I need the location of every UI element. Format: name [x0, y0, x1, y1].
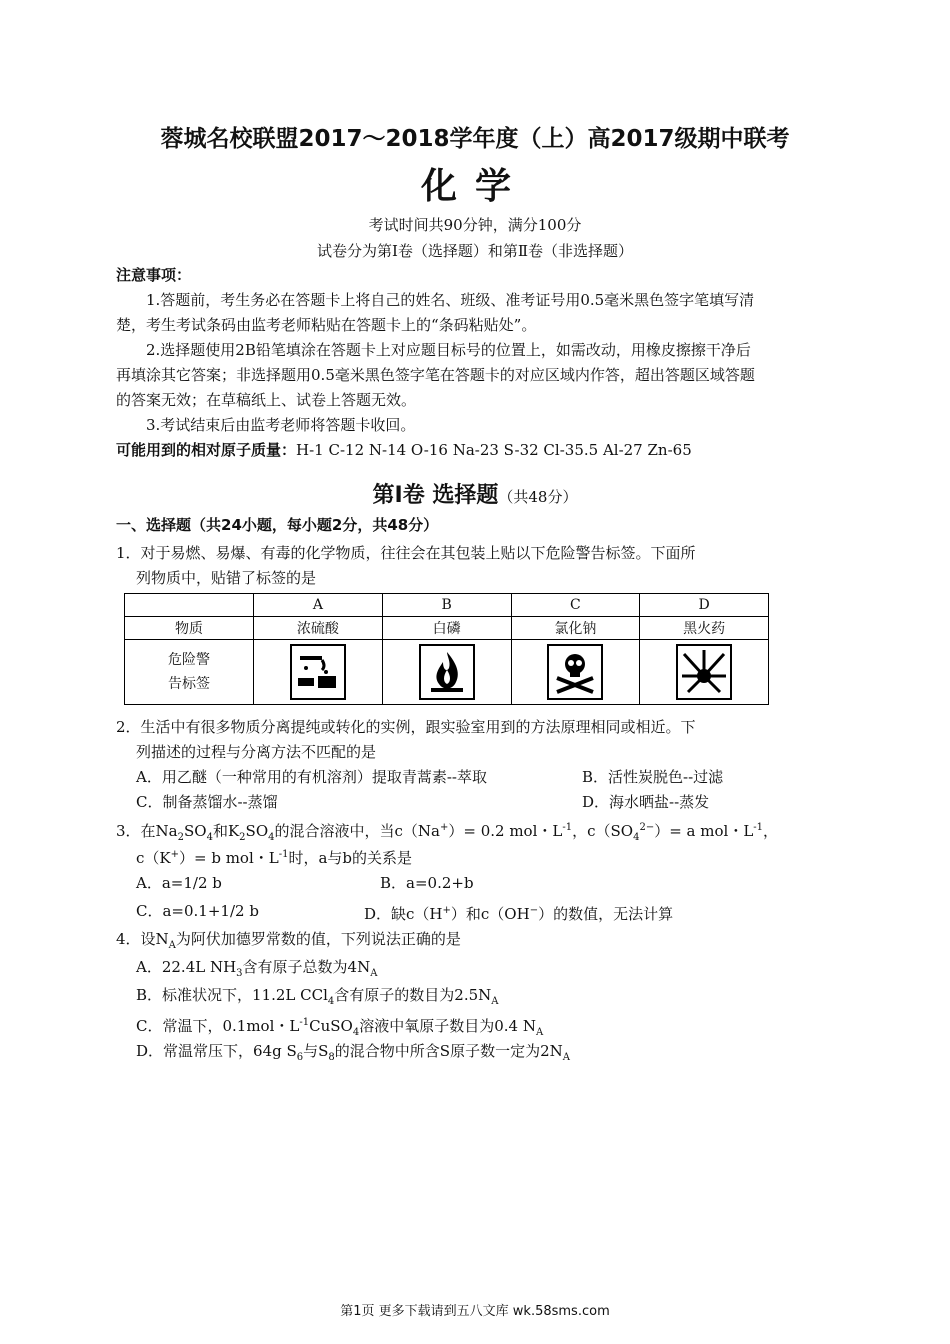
q3-option-d: D．缺c（H+）和c（OH−）的数值，无法计算: [364, 905, 674, 923]
q4-option-a: A．22.4L $NH_3$含有原子总数为$4N_A$: [136, 958, 378, 979]
section-score: （共48分）: [498, 488, 578, 506]
row-label-substance: 物质: [125, 617, 254, 640]
q1-stem-a: 1．对于易燃、易爆、有毒的化学物质，往往会在其包装上贴以下危险警告标签。下面所: [116, 544, 696, 562]
col-d: D: [640, 594, 769, 617]
substance-d: 黑火药: [640, 617, 769, 640]
flammable-icon: [419, 644, 475, 700]
notes-heading: 注意事项：: [116, 266, 192, 284]
atomic-mass-values: H-1 C-12 N-14 O-16 Na-23 S-32 Cl-35.5 Al-27 Zn-65: [296, 441, 692, 459]
subject-title: 化学: [420, 166, 529, 207]
col-c: C: [511, 594, 640, 617]
note-2b: 再填涂其它答案；非选择题用0.5毫米黑色签字笔在答题卡的对应区域内作答，超出答题区域答题: [116, 366, 755, 384]
hazard-table: [124, 593, 769, 705]
note-3: 3.考试结束后由监考老师将答题卡收回。: [146, 416, 416, 434]
col-a: A: [254, 594, 383, 617]
q3-option-b: B．a=0.2+b: [380, 874, 474, 892]
sign-label-a: 危险警: [168, 652, 210, 668]
atomic-mass-label: 可能用到的相对原子质量：: [116, 441, 297, 459]
corrosive-icon: [290, 644, 346, 700]
explosive-icon: [676, 644, 732, 700]
q2-option-d: D．海水晒盐--蒸发: [582, 793, 710, 811]
q4-option-b: B．标准状况下，11.2L CCl$_4$含有原子的数目为$2.5N_A$: [136, 986, 499, 1007]
q2-option-c: C．制备蒸馏水--蒸馏: [136, 793, 278, 811]
col-b: B: [382, 594, 511, 617]
substance-b: 白磷: [382, 617, 511, 640]
q3-option-a: A．a=1/2 b: [136, 874, 222, 892]
q3-stem-b: c（K+）= b mol・$L^{-1}$时，a与b的关系是: [136, 849, 413, 867]
note-2c: 的答案无效；在草稿纸上、试卷上答题无效。: [116, 391, 417, 409]
substance-a: 浓硫酸: [254, 617, 383, 640]
exam-title: 蓉城名校联盟2017～2018学年度（上）高2017级期中联考: [160, 126, 790, 152]
q4-option-c: C．常温下，0.1mol・$L^{-1}CuSO_4$溶液中氧原子数目为0.4 $N_A$: [136, 1017, 544, 1038]
exam-info-parts: 试卷分为第Ⅰ卷（选择题）和第Ⅱ卷（非选择题）: [316, 242, 634, 260]
exam-info-time: 考试时间共90分钟，满分100分: [368, 216, 582, 234]
q1-stem-b: 列物质中，贴错了标签的是: [136, 569, 317, 587]
q4-option-d: D．常温常压下，64g $S_6$与$S_8$的混合物中所含S原子数一定为$2N_A$: [136, 1042, 570, 1063]
part-heading: 一、选择题（共24小题，每小题2分，共48分）: [116, 516, 439, 534]
q2-option-b: B．活性炭脱色--过滤: [582, 768, 724, 786]
note-1a: 1.答题前，考生务必在答题卡上将自己的姓名、班级、准考证号用0.5毫米黑色签字笔填写清: [146, 291, 755, 309]
atomic-mass-line: [116, 437, 692, 463]
q2-option-a: A．用乙醚（一种常用的有机溶剂）提取青蒿素--萃取: [136, 768, 487, 786]
substance-c: 氯化钠: [511, 617, 640, 640]
note-1b: 楚，考生考试条码由监考老师粘贴在答题卡上的“条码粘贴处”。: [116, 316, 537, 334]
page-footer: 第1页 更多下载请到五八文库 wk.58sms.com: [340, 1304, 610, 1319]
note-2a: 2.选择题使用2B铅笔填涂在答题卡上对应题目标号的位置上，如需改动，用橡皮擦擦干净后: [146, 341, 751, 359]
q3-stem-a: 3．在$Na_2SO_4$和$K_2SO_4$的混合溶液中，当c（Na+）= 0.2 mol・$L^{-1}$，$c(SO_4^{2-})= a$ mol・$L^{-1}$，: [116, 822, 779, 843]
sign-label-b: 告标签: [168, 676, 210, 692]
q3-option-c: C．a=0.1+1/2 b: [136, 902, 259, 920]
q2-stem-a: 2．生活中有很多物质分离提纯或转化的实例，跟实验室用到的方法原理相同或相近。下: [116, 718, 696, 736]
q4-stem: 4．设$N_A$为阿伏加德罗常数的值，下列说法正确的是: [116, 930, 461, 951]
section-heading: [0, 478, 950, 509]
row-label-sign: [125, 640, 254, 705]
q2-stem-b: 列描述的过程与分离方法不匹配的是: [136, 743, 377, 761]
section-title: 第Ⅰ卷 选择题: [372, 483, 499, 508]
toxic-icon: [547, 644, 603, 700]
